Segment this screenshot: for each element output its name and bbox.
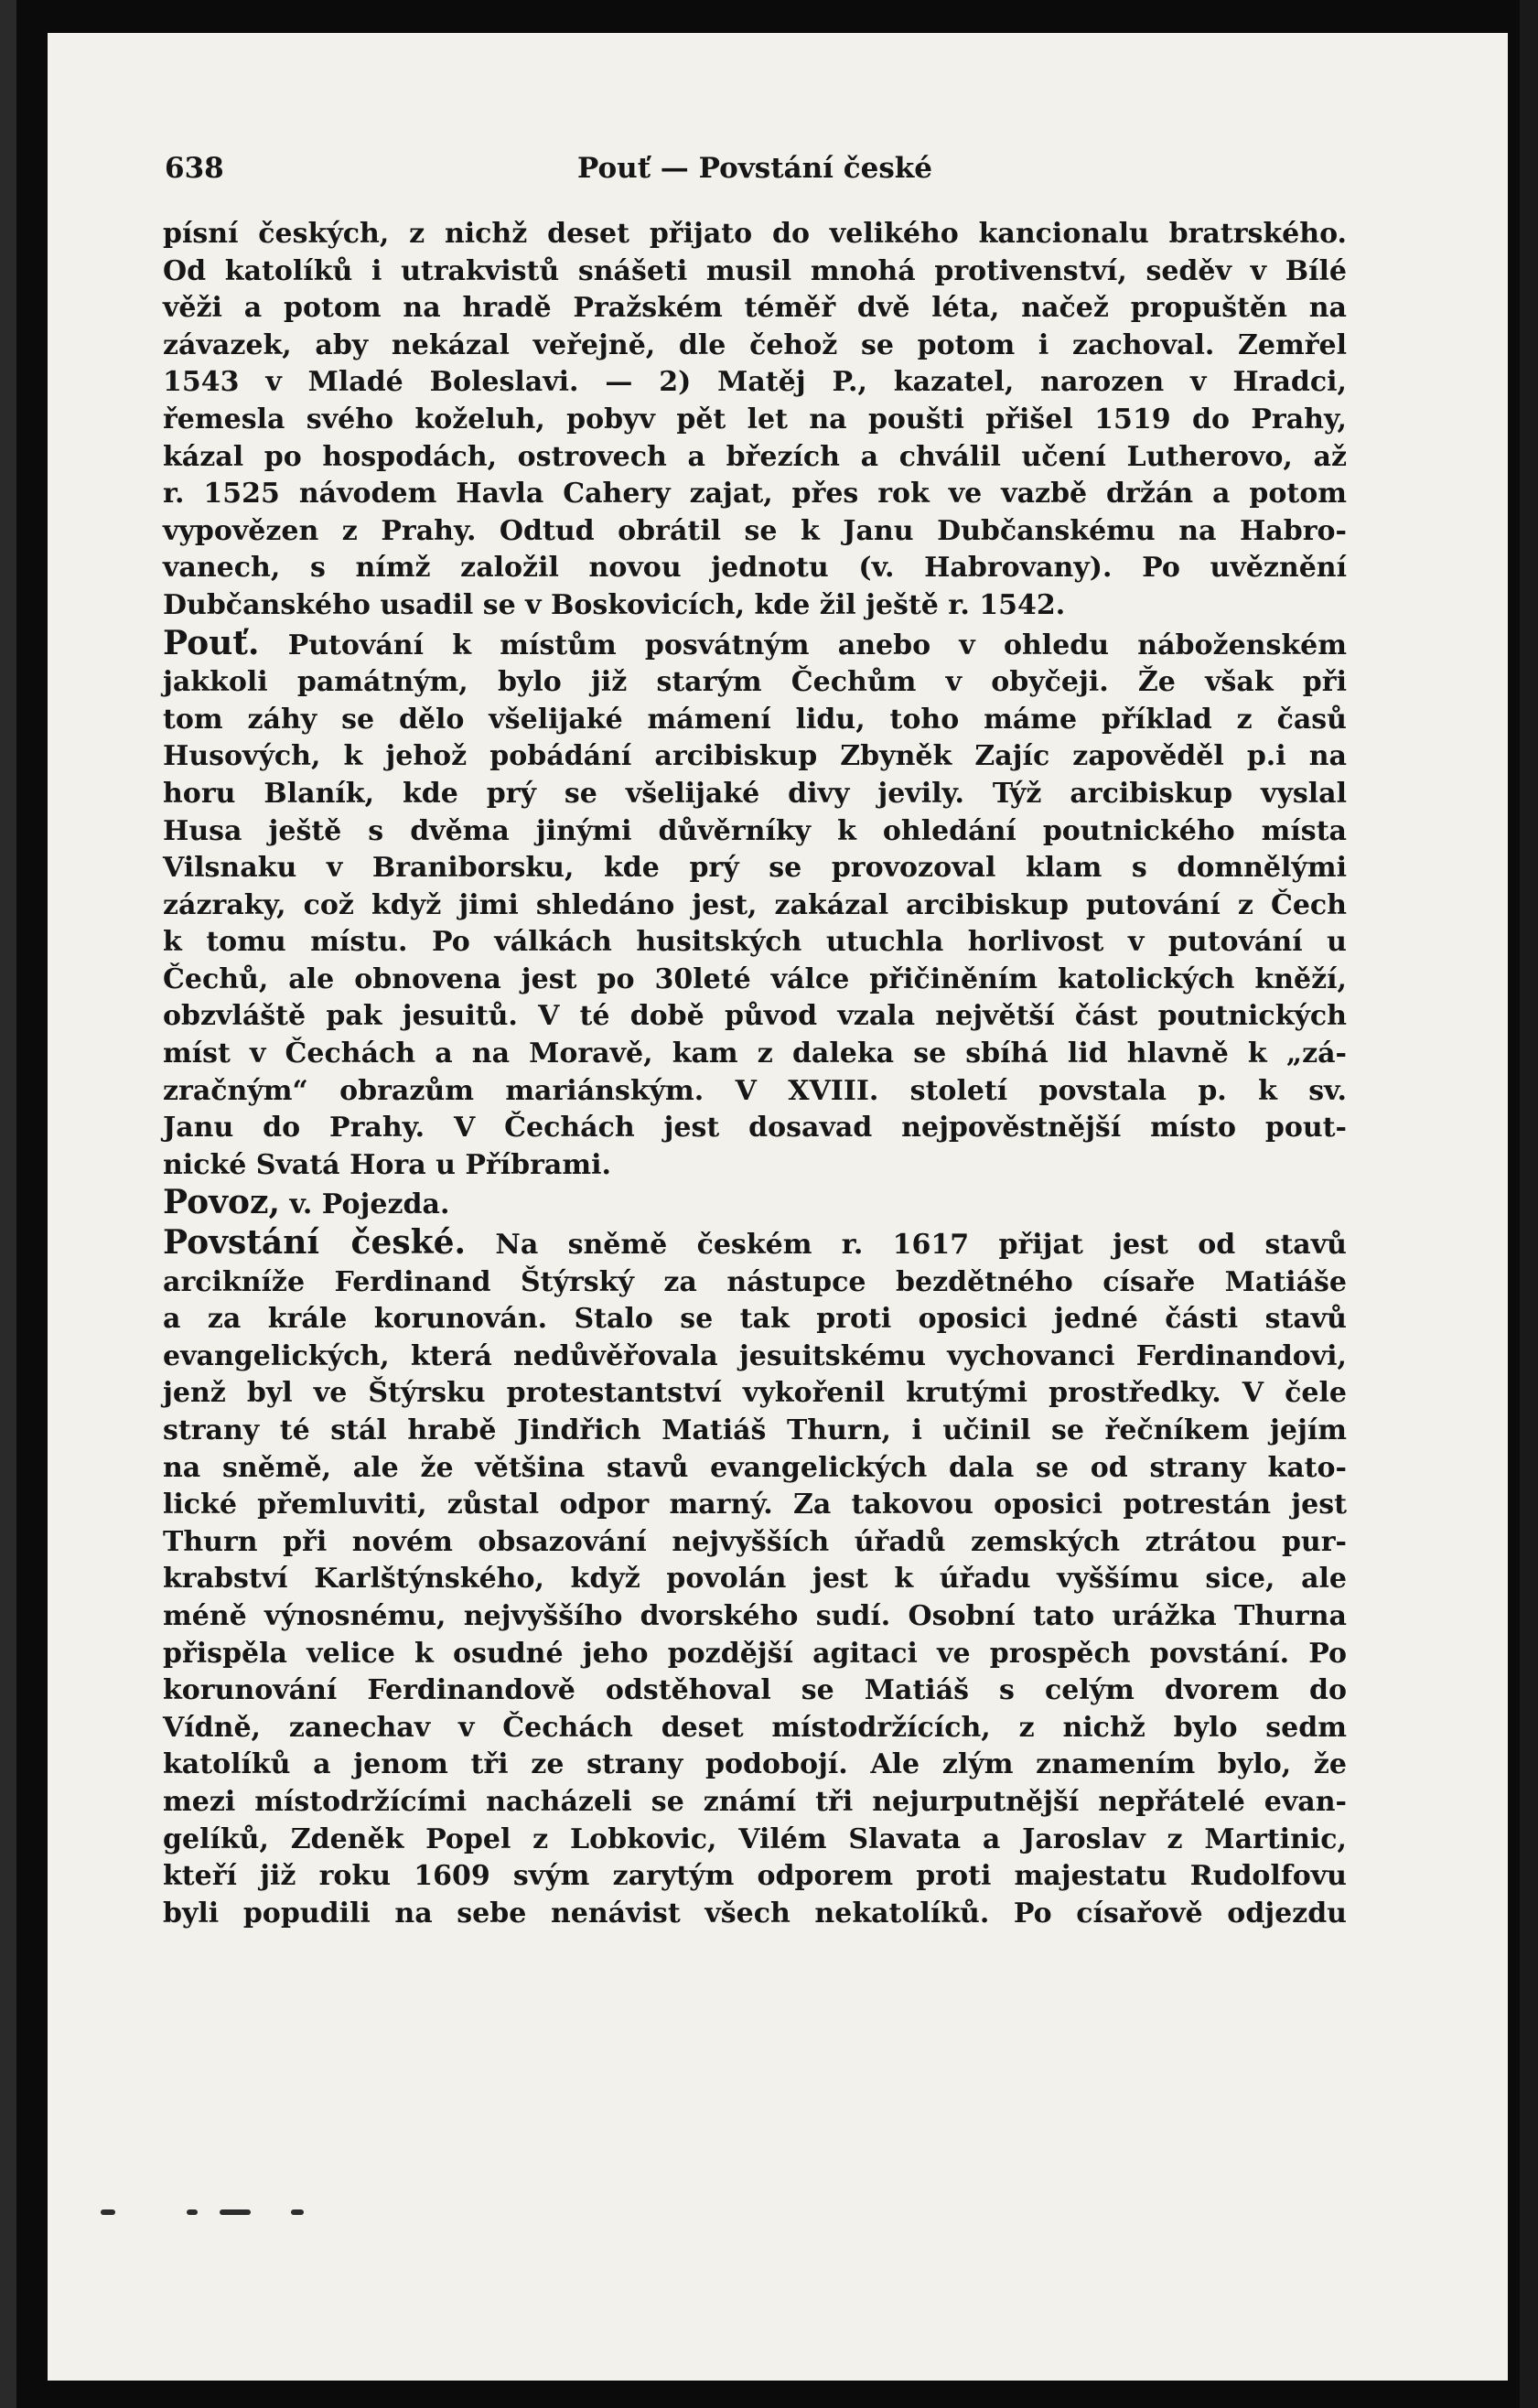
text-line: na sněmě, ale že většina stavů evangelických dala se od strany kato- bbox=[163, 1451, 1347, 1484]
text-line: Dubčanského usadil se v Boskovicích, kde žil ještě r. 1542. bbox=[163, 588, 1066, 621]
page-text bbox=[163, 216, 1347, 1932]
text-line: horu Blaník, kde prý se všelijaké divy jevily. Týž arcibiskup vyslal bbox=[163, 777, 1347, 810]
text-line: krabství Karlštýnského, když povolán jest k úřadu vyššímu sice, ale bbox=[163, 1563, 1347, 1596]
text-line: míst v Čechách a na Moravě, kam z daleka se sbíhá lid hlavně k „zá- bbox=[163, 1037, 1347, 1070]
text-line: korunování Ferdinandově odstěhoval se Matiáš s celým dvorem do bbox=[163, 1674, 1347, 1707]
entry-line bbox=[163, 1184, 1347, 1224]
text-line: jenž byl ve Štýrsku protestantství vykořenil krutými prostředky. V čele bbox=[163, 1377, 1347, 1410]
text-line: lické přemluviti, zůstal odpor marný. Za takovou oposici potrestán jest bbox=[163, 1489, 1347, 1521]
entry-text: v. Pojezda. bbox=[289, 1188, 450, 1221]
text-line: Janu do Prahy. V Čechách jest dosavad nejpověstnější místo pout- bbox=[163, 1112, 1347, 1145]
text-line: méně výnosnému, nejvyššího dvorského sudí. Osobní tato urážka Thurna bbox=[163, 1599, 1347, 1632]
entry-headword: Povoz, bbox=[163, 1183, 281, 1222]
scan-frame-right bbox=[1520, 0, 1538, 2408]
entry-text: Putování k místům posvátným anebo v ohledu náboženském bbox=[287, 629, 1347, 661]
text-line: 1543 v Mladé Boleslavi. — 2) Matěj P., kazatel, narozen v Hradci, bbox=[163, 366, 1347, 399]
text-line: Vídně, zanechav v Čechách deset místodržících, z nichž bylo sedm bbox=[163, 1711, 1347, 1744]
text-line: tom záhy se dělo všelijaké mámení lidu, toho máme příklad z časů bbox=[163, 703, 1347, 736]
entry-headword: Pouť. bbox=[163, 623, 260, 662]
text-line: Od katolíků i utrakvistů snášeti musil mnohá protivenství, seděv v Bílé bbox=[163, 254, 1347, 287]
text-line: strany té stál hrabě Jindřich Matiáš Thurn, i učinil se řečníkem jejím bbox=[163, 1414, 1347, 1446]
text-line: gelíků, Zdeněk Popel z Lobkovic, Vilém Slavata a Jaroslav z Martinic, bbox=[163, 1822, 1347, 1855]
text-line: Thurn při novém obsazování nejvyšších úřadů zemských ztrátou pur- bbox=[163, 1525, 1347, 1558]
page-header bbox=[165, 152, 1345, 192]
text-line: Husa ještě s dvěma jinými důvěrníky k ohledání poutnického místa bbox=[163, 814, 1347, 847]
text-line: a za krále korunován. Stalo se tak proti oposici jedné části stavů bbox=[163, 1303, 1347, 1336]
text-line: katolíků a jenom tři ze strany podobojí. Ale zlým znamením bylo, že bbox=[163, 1748, 1347, 1781]
text-line: jakkoli památným, bylo již starým Čechům v obyčeji. Že však při bbox=[163, 666, 1347, 699]
text-line: byli popudili na sebe nenávist všech nekatolíků. Po císařově odjezdu bbox=[163, 1897, 1347, 1930]
text-line: řemesla svého koželuh, pobyv pět let na poušti přišel 1519 do Prahy, bbox=[163, 403, 1347, 435]
entry-line bbox=[163, 1224, 1347, 1264]
text-line: zračným“ obrazům mariánským. V XVIII. století povstala p. k sv. bbox=[163, 1074, 1347, 1107]
text-line: písní českých, z nichž deset přijato do velikého kancionalu bratrského. bbox=[163, 218, 1347, 250]
text-line: zázraky, což když jimi shledáno jest, zakázal arcibiskup putování z Čech bbox=[163, 888, 1347, 921]
entry-headword: Povstání české. bbox=[163, 1223, 467, 1263]
text-line: evangelických, která nedůvěřovala jesuitskému vychovanci Ferdinandovi, bbox=[163, 1339, 1347, 1372]
text-line: arcikníže Ferdinand Štýrský za nástupce bezdětného císaře Matiáše bbox=[163, 1265, 1347, 1298]
scan-speck bbox=[187, 2209, 198, 2215]
text-line: k tomu místu. Po válkách husitských utuchla horlivost v putování u bbox=[163, 926, 1347, 959]
text-line: závazek, aby nekázal veřejně, dle čehož se potom i zachoval. Zemřel bbox=[163, 328, 1347, 361]
text-line: věži a potom na hradě Pražském téměř dvě léta, načež propuštěn na bbox=[163, 292, 1347, 325]
scan-frame-left bbox=[0, 0, 16, 2408]
page-number: 638 bbox=[165, 152, 224, 185]
scan-speck bbox=[291, 2209, 304, 2215]
text-line: r. 1525 návodem Havla Cahery zajat, přes rok ve vazbě držán a potom bbox=[163, 478, 1347, 511]
text-line: Čechů, ale obnovena jest po 30leté válce přičiněním katolických kněží, bbox=[163, 962, 1347, 995]
text-line: kázal po hospodách, ostrovech a březích a chválil učení Lutherovo, až bbox=[163, 440, 1347, 473]
scan-speck bbox=[220, 2209, 251, 2215]
entry-line bbox=[163, 625, 1347, 665]
entry-text: Na sněmě českém r. 1617 přijat jest od stavů bbox=[495, 1229, 1347, 1262]
text-line: Husových, k jehož pobádání arcibiskup Zbyněk Zajíc zapověděl p.i na bbox=[163, 740, 1347, 773]
text-line: vanech, s nímž založil novou jednotu (v. Habrovany). Po uvěznění bbox=[163, 552, 1347, 585]
text-line: nické Svatá Hora u Příbrami. bbox=[163, 1148, 611, 1181]
text-line: přispěla velice k osudné jeho pozdější agitaci ve prospěch povstání. Po bbox=[163, 1637, 1347, 1670]
text-line: Vilsnaku v Braniborsku, kde prý se provozoval klam s domnělými bbox=[163, 852, 1347, 885]
text-line: kteří již roku 1609 svým zarytým odporem proti majestatu Rudolfovu bbox=[163, 1860, 1347, 1893]
text-line: mezi místodržícími nacházeli se známí tři nejurputnější nepřátelé evan- bbox=[163, 1785, 1347, 1818]
scan-speck bbox=[101, 2209, 115, 2215]
text-line: vypovězen z Prahy. Odtud obrátil se k Janu Dubčanskému na Habro- bbox=[163, 514, 1347, 547]
text-line: obzvláště pak jesuitů. V té době původ vzala největší část poutnických bbox=[163, 1000, 1347, 1033]
running-head: Pouť — Povstání české bbox=[577, 152, 932, 185]
